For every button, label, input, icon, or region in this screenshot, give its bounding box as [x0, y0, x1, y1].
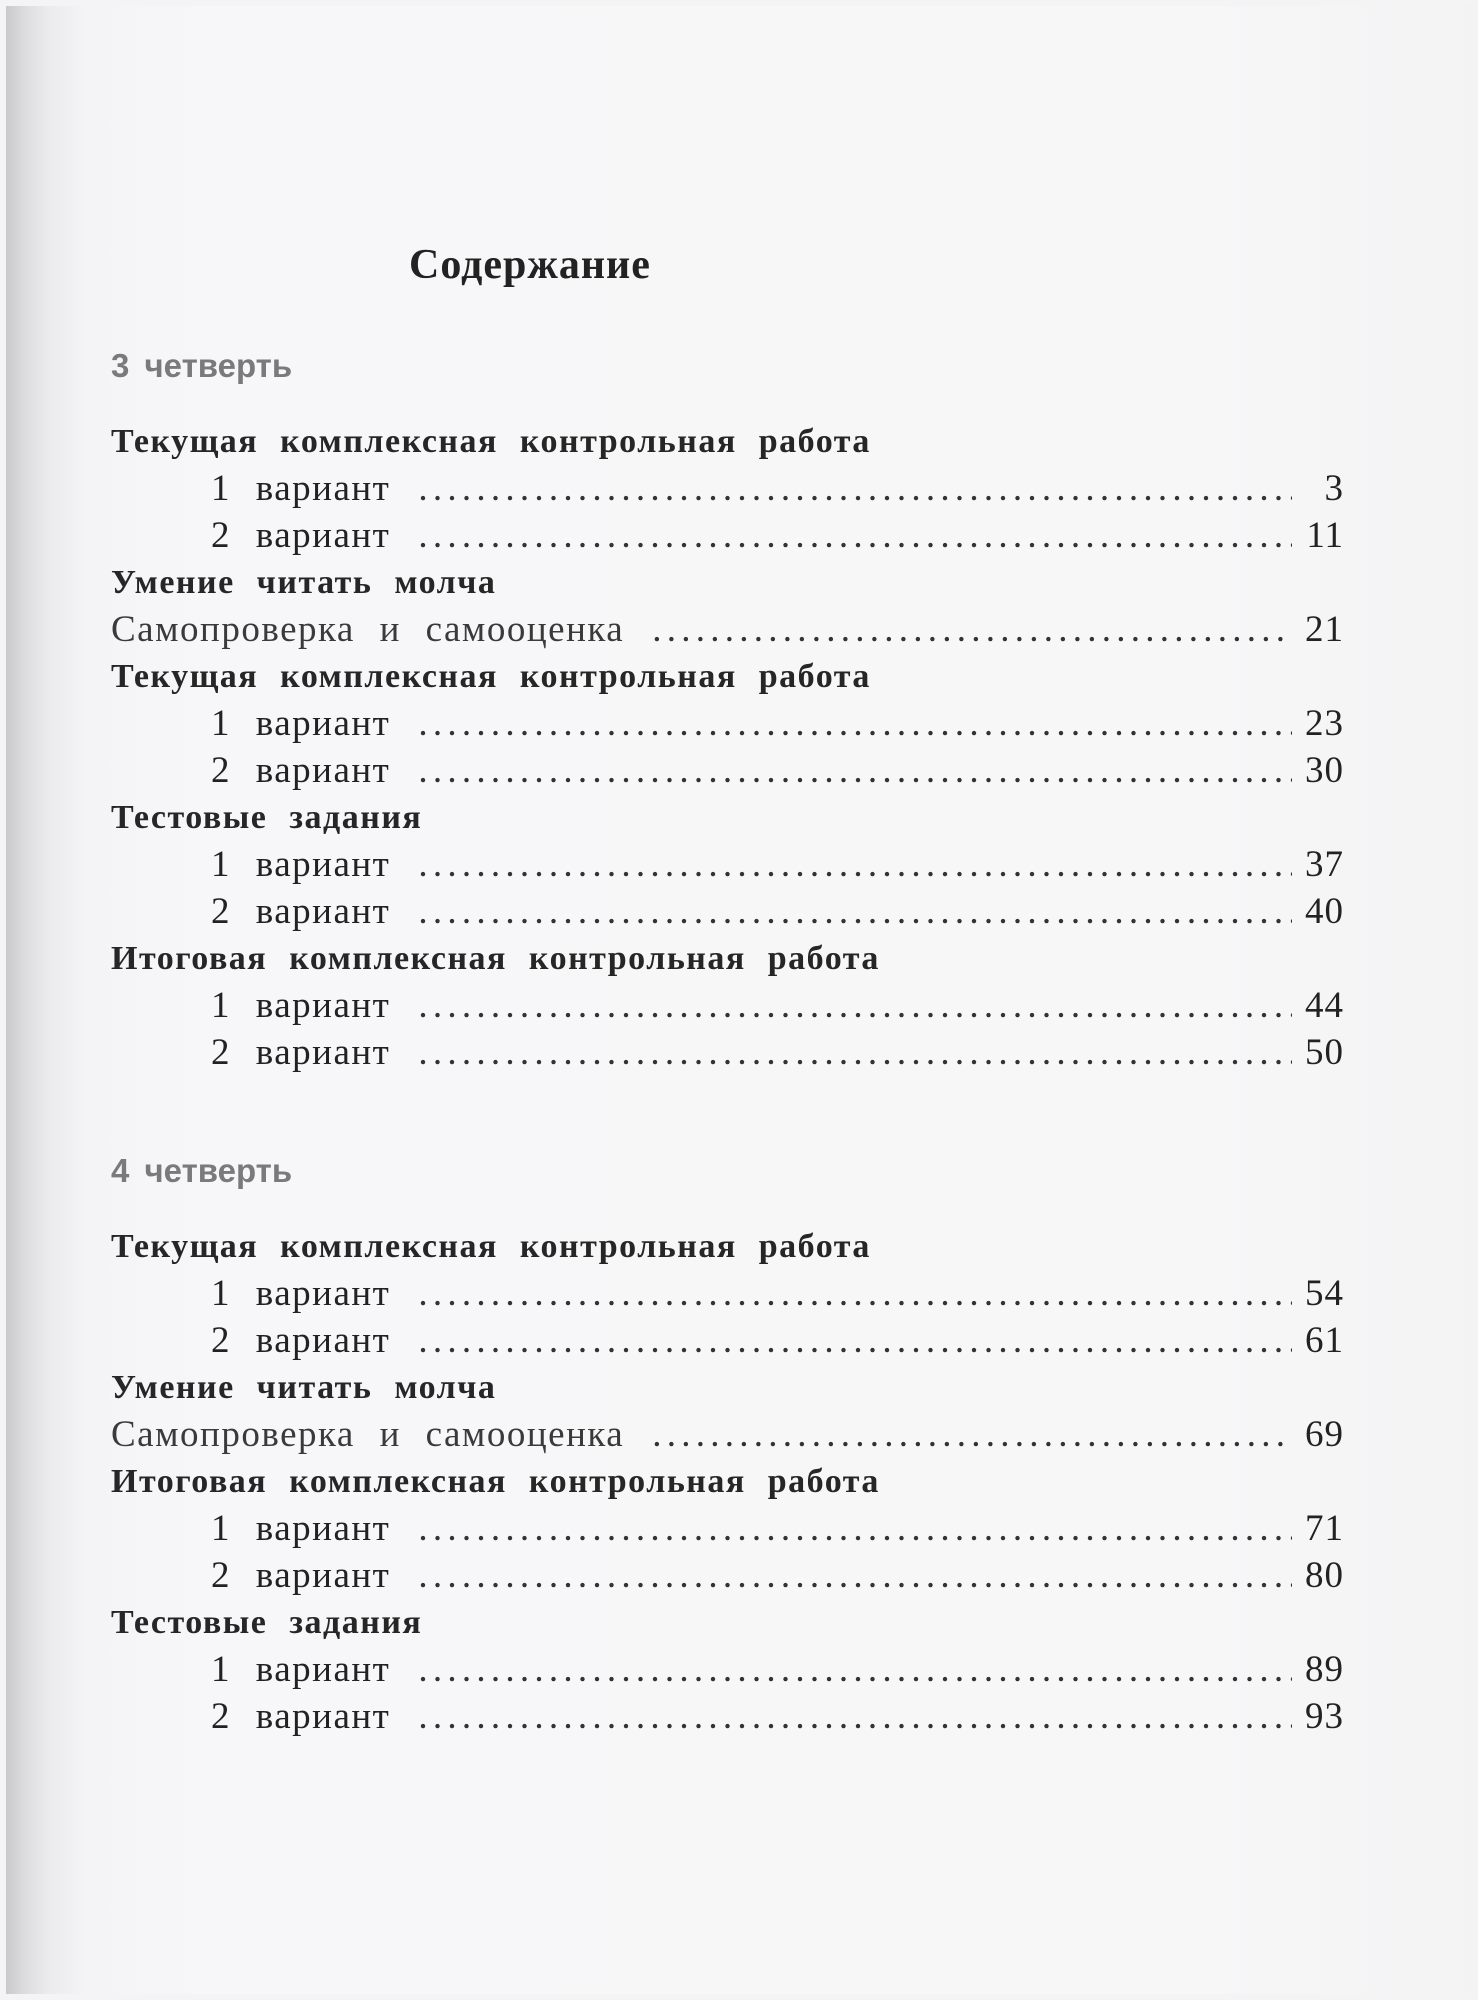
page-number: 69: [1305, 1414, 1344, 1455]
toc-heading: Умение читать молча: [111, 564, 497, 601]
dot-leader: [418, 1270, 1292, 1317]
page-number: 37: [1305, 844, 1344, 885]
entry-label: 2 вариант: [211, 891, 391, 932]
dot-leader: [418, 1693, 1292, 1740]
page-number: 71: [1305, 1508, 1344, 1549]
toc-entry[interactable]: [111, 1411, 1344, 1458]
dot-leader: [418, 888, 1292, 935]
dot-leader: [418, 1552, 1292, 1599]
dot-leader: [418, 1646, 1292, 1693]
toc-entry[interactable]: [111, 512, 1344, 559]
page-number: 30: [1305, 750, 1344, 791]
toc-entry[interactable]: [111, 606, 1344, 653]
page-number: 80: [1305, 1555, 1344, 1596]
section-heading: 4 четверть: [111, 1152, 293, 1189]
toc-heading: Тестовые задания: [111, 799, 423, 836]
toc-list: [111, 1223, 1344, 1740]
entry-label: 1 вариант: [211, 1508, 391, 1549]
toc-entry[interactable]: [111, 1317, 1344, 1364]
entry-label: 2 вариант: [211, 1696, 391, 1737]
toc-entry[interactable]: [111, 1693, 1344, 1740]
toc-entry[interactable]: [111, 1029, 1344, 1076]
dot-leader: [418, 465, 1292, 512]
toc-entry[interactable]: [111, 1270, 1344, 1317]
entry-label: 1 вариант: [211, 1273, 391, 1314]
entry-label: 1 вариант: [211, 703, 391, 744]
toc-entry[interactable]: [111, 1646, 1344, 1693]
toc-entry[interactable]: [111, 747, 1344, 794]
dot-leader: [418, 1317, 1292, 1364]
toc-entry[interactable]: [111, 465, 1344, 512]
page-number: 61: [1305, 1320, 1344, 1361]
toc-list: [111, 418, 1344, 1076]
dot-leader: [418, 841, 1292, 888]
toc-heading: Умение читать молча: [111, 1369, 497, 1406]
page-number: 93: [1305, 1696, 1344, 1737]
dot-leader: [418, 982, 1292, 1029]
entry-label: 2 вариант: [211, 1555, 391, 1596]
dot-leader: [652, 606, 1292, 653]
page-number: 50: [1305, 1032, 1344, 1073]
entry-label: 1 вариант: [211, 468, 391, 509]
entry-label: 1 вариант: [211, 985, 391, 1026]
entry-label: Самопроверка и самооценка: [111, 1414, 625, 1455]
section-quarter-3: [111, 344, 1344, 1076]
entry-label: 2 вариант: [211, 750, 391, 791]
toc-entry[interactable]: [111, 700, 1344, 747]
dot-leader: [418, 1029, 1292, 1076]
page-number: 23: [1305, 703, 1344, 744]
toc-entry[interactable]: [111, 888, 1344, 935]
dot-leader: [418, 512, 1292, 559]
page-title: Содержание: [409, 242, 651, 288]
entry-label: 2 вариант: [211, 1032, 391, 1073]
dot-leader: [418, 700, 1292, 747]
toc-heading: Текущая комплексная контрольная работа: [111, 423, 871, 460]
toc-entry[interactable]: [111, 982, 1344, 1029]
page-number: 40: [1305, 891, 1344, 932]
toc-heading: Итоговая комплексная контрольная работа: [111, 940, 880, 977]
toc-heading: Итоговая комплексная контрольная работа: [111, 1463, 880, 1500]
toc-entry[interactable]: [111, 841, 1344, 888]
page-number: 44: [1305, 985, 1344, 1026]
page-number: 54: [1305, 1273, 1344, 1314]
toc-entry[interactable]: [111, 1505, 1344, 1552]
toc-heading: Тестовые задания: [111, 1604, 423, 1641]
dot-leader: [418, 747, 1292, 794]
entry-label: Самопроверка и самооценка: [111, 609, 625, 650]
page-number: 21: [1305, 609, 1344, 650]
section-quarter-4: [111, 1149, 1344, 1740]
dot-leader: [652, 1411, 1292, 1458]
page-number: 11: [1306, 515, 1344, 556]
page-number: 89: [1305, 1649, 1344, 1690]
entry-label: 2 вариант: [211, 1320, 391, 1361]
section-heading: 3 четверть: [111, 347, 293, 384]
dot-leader: [418, 1505, 1292, 1552]
entry-label: 1 вариант: [211, 844, 391, 885]
entry-label: 1 вариант: [211, 1649, 391, 1690]
toc-heading: Текущая комплексная контрольная работа: [111, 658, 871, 695]
toc-heading: Текущая комплексная контрольная работа: [111, 1228, 871, 1265]
page-number: 3: [1324, 468, 1344, 509]
entry-label: 2 вариант: [211, 515, 391, 556]
toc-entry[interactable]: [111, 1552, 1344, 1599]
